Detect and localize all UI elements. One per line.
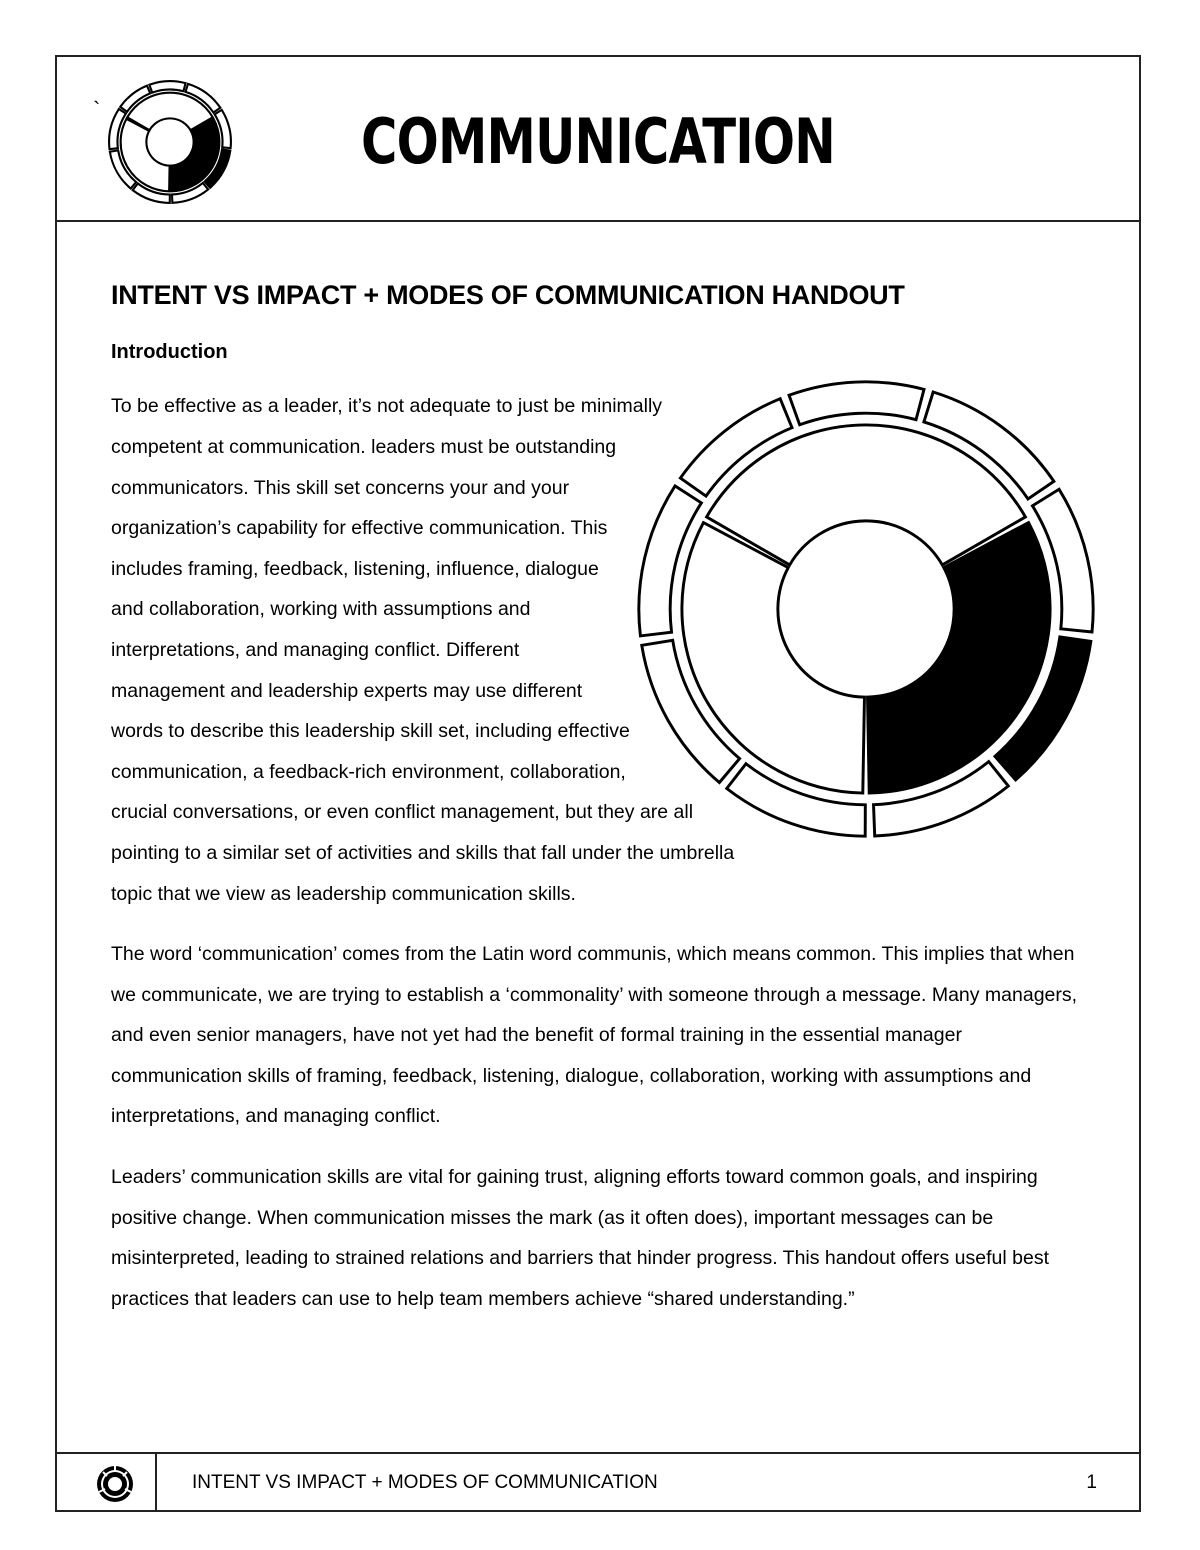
page-header xyxy=(57,57,1139,222)
page-number: 1 xyxy=(1086,1472,1097,1493)
leadership-wheel xyxy=(631,374,1091,844)
leadership-wheel-icon xyxy=(631,374,1101,844)
footer-title: INTENT VS IMPACT + MODES OF COMMUNICATION xyxy=(192,1472,658,1493)
stray-mark: ` xyxy=(93,97,101,122)
page-footer xyxy=(57,1452,1139,1510)
main-content xyxy=(111,279,1091,1339)
page xyxy=(55,55,1141,1512)
footer-logo-box xyxy=(57,1454,157,1510)
trust-paragraph: Leaders’ communication skills are vital for gaining trust, aligning efforts toward common goals, and inspiring positive change. When communication misses the mark (as it often does), important messages can be misinterpreted, leading to strained relations and barriers that hinder progress. This handout offers useful best practices that leaders can use to help team members achieve “shared understanding.” xyxy=(111,1166,1049,1310)
wheel-mini-icon xyxy=(95,1464,135,1504)
header-title: COMMUNICATION xyxy=(360,105,836,178)
intro-heading: Introduction xyxy=(111,341,228,364)
handout-title: INTENT VS IMPACT + MODES OF COMMUNICATION HANDOUT xyxy=(111,280,905,310)
intro-paragraph: To be effective as a leader, it’s not adequate to just be minimally competent at communication. leaders must be outstanding communicators. This skill set concerns your and your organization’s capability for effective communication. This includes framing, feedback, listening, influence, dialogue and collaboration, working with assumptions and interpretations, and managing conflict. Different management and leadership experts may use different words to describe this leadership skill set, including effective communication, a feedback-rich environment, collaboration, crucial conversations, or even conflict management, but they are all pointing to a similar set of activities and skills that fall under the umbrella topic that we view as leadership communication skills. xyxy=(111,395,735,905)
wheel-outer-segment-1 xyxy=(149,81,185,93)
communis-paragraph: The word ‘communication’ comes from the Latin word communis, which means common. This implies that when we communicate, we are trying to establish a ‘commonality’ with someone through a message. Many managers, and even senior managers, have not yet had the benefit of formal training in the essential manager communication skills of framing, feedback, listening, dialogue, collaboration, working with assumptions and interpretations, and managing conflict. xyxy=(111,943,1078,1128)
wheel-outer-segment-1 xyxy=(789,382,924,425)
